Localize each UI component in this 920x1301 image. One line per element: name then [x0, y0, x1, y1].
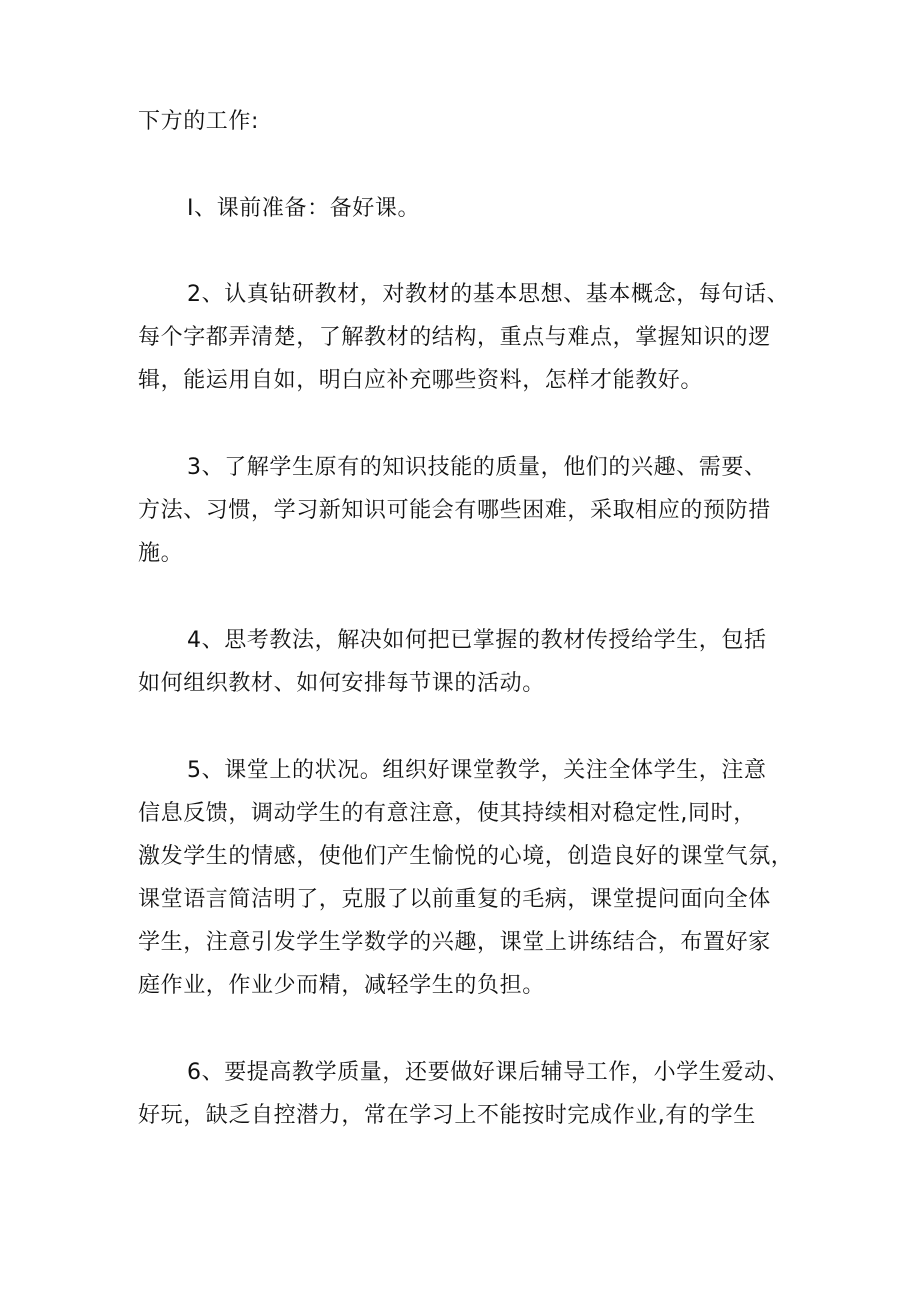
paragraph-5-line-5: 学生，注意引发学生学数学的兴趣，课堂上讲练结合，布置好家 [138, 930, 771, 955]
paragraph-6-line-1: 6、要提高教学质量，还要做好课后辅导工作，小学生爱动、 [187, 1060, 790, 1085]
intro-line: 下方的工作: [138, 109, 260, 134]
paragraph-2-line-3: 辑，能运用自如，明白应补充哪些资料，怎样才能教好。 [138, 368, 704, 393]
paragraph-2-line-1: 2、认真钻研教材，对教材的基本思想、基本概念，每句话、 [187, 282, 790, 307]
paragraph-5-line-4: 课堂语言简洁明了，克服了以前重复的毛病，课堂提问面向全体 [138, 887, 771, 912]
paragraph-1-line-1: I、课前准备：备好课。 [187, 196, 421, 221]
paragraph-3-line-3: 施。 [138, 541, 184, 566]
paragraph-2-line-2: 每个字都弄清楚，了解教材的结构，重点与难点，掌握知识的逻 [138, 325, 771, 350]
paragraph-5-line-6: 庭作业，作业少而精，减轻学生的负担。 [138, 973, 545, 998]
paragraph-4-line-1: 4、思考教法，解决如何把已掌握的教材传授给学生，包括 [187, 628, 767, 653]
paragraph-3-line-1: 3、了解学生原有的知识技能的质量，他们的兴趣、需要、 [187, 455, 767, 480]
paragraph-5-line-3: 激发学生的情感，使他们产生愉悦的心境，创造良好的课堂气氛， [138, 844, 794, 869]
paragraph-6-line-2: 好玩，缺乏自控潜力，常在学习上不能按时完成作业,有的学生 [138, 1103, 756, 1128]
paragraph-4-line-2: 如何组织教材、如何安排每节课的活动。 [138, 671, 545, 696]
paragraph-5-line-2: 信息反馈，调动学生的有意注意，使其持续相对稳定性,同时， [138, 801, 756, 826]
paragraph-5-line-1: 5、课堂上的状况。组织好课堂教学，关注全体学生，注意 [187, 758, 767, 783]
paragraph-3-line-2: 方法、习惯，学习新知识可能会有哪些困难，采取相应的预防措 [138, 498, 771, 523]
